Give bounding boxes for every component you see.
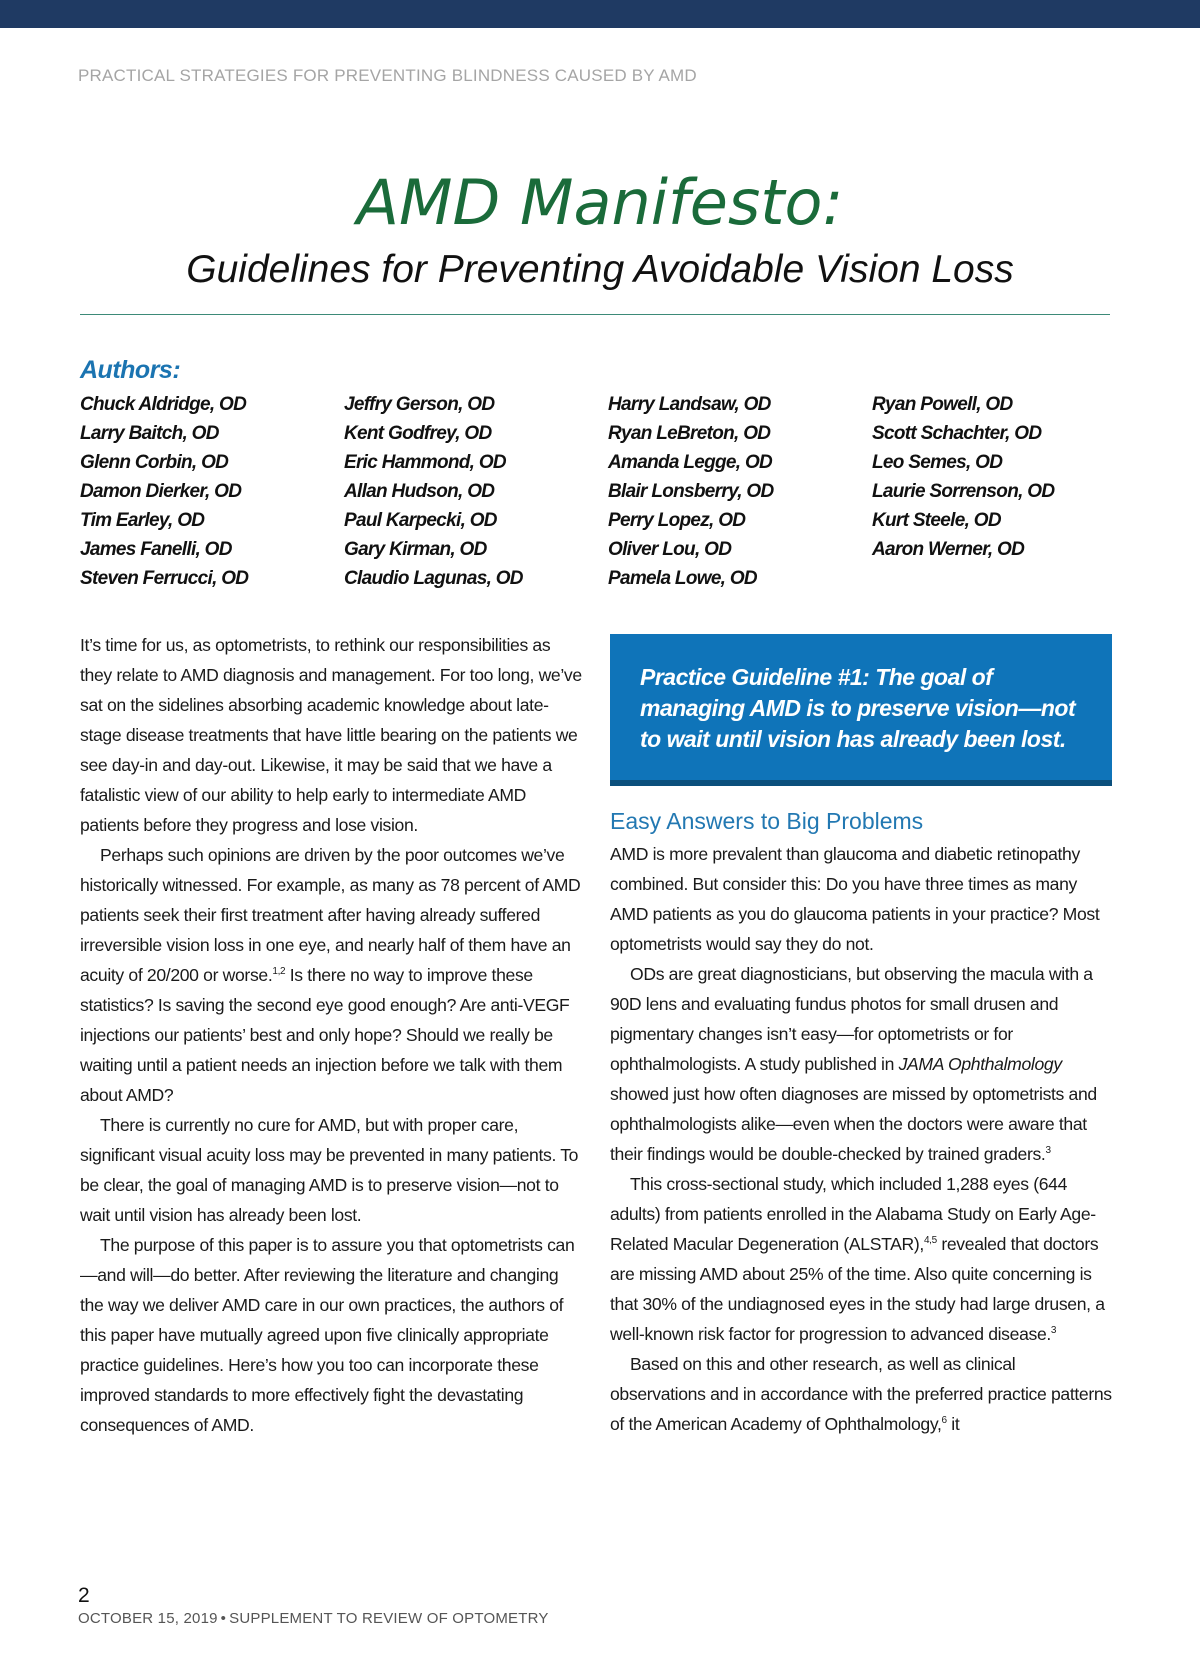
author-name: Leo Semes, OD — [872, 452, 1003, 473]
authors-column-2 — [344, 390, 523, 593]
author-name: Chuck Aldridge, OD — [80, 394, 247, 415]
citation-superscript: 4,5 — [923, 1235, 937, 1246]
footer-date: OCTOBER 15, 2019 — [78, 1610, 218, 1627]
paragraph-text: showed just how often diagnoses are missed by optometrists and ophthalmologists alike—even when the doctors were aware that their findings would be double-checked by trained graders. — [610, 1084, 1097, 1164]
article-title: AMD Manifesto: — [356, 166, 844, 239]
paragraph-text: This cross-sectional study, which included 1,288 eyes (644 adults) from patients enrolled in the Alabama Study on Early Age-Related Macular Degeneration (ALSTAR), — [610, 1174, 1096, 1254]
author-name: Damon Dierker, OD — [80, 481, 242, 502]
author-name: Glenn Corbin, OD — [80, 452, 229, 473]
body-column-right — [610, 634, 1112, 1439]
author-name: Blair Lonsberry, OD — [608, 481, 774, 502]
body-paragraph: The purpose of this paper is to assure you that optometrists can—and will—do better. After reviewing the literature and changing the way we deliver AMD care in our own practices, the authors of this paper have mutually agreed upon five clinically appropriate practice guidelines. Here’s how you too can incorporate these improved standards to more effectively fight the devastating consequences of AMD. — [80, 1235, 575, 1435]
body-paragraph — [610, 1169, 1112, 1349]
paragraph-text: ODs are great diagnosticians, but observing the macula with a 90D lens and evaluating fundus photos for small drusen and pigmentary changes isn’t easy—for optometrists or for ophthalmologists. A study published in — [610, 964, 1093, 1074]
body-paragraph: It’s time for us, as optometrists, to rethink our responsibilities as they relate to AMD diagnosis and management. For too long, we’ve sat on the sidelines absorbing academic knowledge about late-stage disease treatments that have little bearing on the patients we see day-in and day-out. Likewise, it may be said that we have a fatalistic view of our ability to help early to intermediate AMD patients before they progress and lose vision. — [80, 635, 582, 835]
body-paragraph — [610, 959, 1112, 1169]
author-name: Laurie Sorrenson, OD — [872, 481, 1055, 502]
section-heading: Easy Answers to Big Problems — [610, 808, 924, 834]
footer-publication: SUPPLEMENT TO REVIEW OF OPTOMETRY — [229, 1610, 549, 1627]
article-subtitle: Guidelines for Preventing Avoidable Vision Loss — [186, 248, 1014, 291]
author-name: Amanda Legge, OD — [608, 452, 773, 473]
citation-superscript: 3 — [1045, 1145, 1051, 1156]
title-divider — [80, 314, 1110, 315]
citation-superscript: 3 — [1050, 1325, 1057, 1336]
author-name: Claudio Lagunas, OD — [344, 568, 523, 589]
callout-line: managing AMD is to preserve vision—not — [640, 695, 1076, 721]
authors-column-3 — [608, 390, 773, 593]
author-name: Tim Earley, OD — [80, 510, 205, 531]
paragraph-text: revealed that doctors are missing AMD about 25% of the time. Also quite concerning is that 30% of the undiagnosed eyes in the study had large drusen, a well-known risk factor for progression to advanced disease. — [610, 1234, 1105, 1344]
citation-superscript: 1,2 — [272, 966, 286, 977]
body-column-left — [80, 630, 582, 1440]
authors-column-4 — [872, 390, 1054, 564]
callout-line: Practice Guideline #1: The goal of — [640, 664, 993, 690]
author-name: Aaron Werner, OD — [872, 539, 1025, 560]
author-name: Steven Ferrucci, OD — [80, 568, 249, 589]
authors-column-1 — [80, 390, 248, 593]
footer-separator: • — [220, 1610, 227, 1627]
body-paragraph — [610, 1349, 1112, 1439]
paragraph-text: it — [946, 1414, 960, 1434]
author-name: Gary Kirman, OD — [344, 539, 487, 560]
paragraph-text: Is there no way to improve these statistics? Is saving the second eye good enough? Are anti-VEGF injections our patients’ best and only hope? Should we really be waiting until a patient needs an injection before we talk with them about AMD? — [80, 965, 570, 1105]
practice-guideline-callout — [610, 634, 1112, 786]
author-name: Oliver Lou, OD — [608, 539, 732, 560]
author-name: Kent Godfrey, OD — [344, 423, 492, 444]
footer-line — [78, 1610, 549, 1627]
body-paragraph: There is currently no cure for AMD, but with proper care, significant visual acuity loss may be prevented in many patients. To be clear, the goal of managing AMD is to preserve vision—not to wait until vision has already been lost. — [80, 1115, 579, 1225]
page-number: 2 — [78, 1584, 90, 1607]
running-head: PRACTICAL STRATEGIES FOR PREVENTING BLINDNESS CAUSED BY AMD — [78, 66, 697, 85]
paragraph-text: Based on this and other research, as well as clinical observations and in accordance with the preferred practice patterns of the American Academy of Ophthalmology, — [610, 1354, 1112, 1434]
paragraph-text: Perhaps such opinions are driven by the poor outcomes we’ve historically witnessed. For example, as many as 78 percent of AMD patients seek their first treatment after having already suffered irreversible vision loss in one eye, and nearly half of them have an acuity of 20/200 or worse. — [80, 845, 581, 985]
author-name: Harry Landsaw, OD — [608, 394, 771, 415]
citation-superscript: 6 — [941, 1415, 947, 1426]
author-name: Larry Baitch, OD — [80, 423, 219, 444]
body-paragraph: AMD is more prevalent than glaucoma and diabetic retinopathy combined. But consider this: Do you have three times as many AMD patients as you do glaucoma patients in your practice? Most optometrists would say they do not. — [610, 844, 1100, 954]
author-name: Eric Hammond, OD — [344, 452, 506, 473]
body-paragraph — [80, 840, 582, 1110]
top-color-bar — [0, 0, 1200, 28]
author-name: Kurt Steele, OD — [872, 510, 1001, 531]
authors-heading: Authors: — [80, 356, 181, 384]
callout-line: to wait until vision has already been lost. — [640, 726, 1066, 752]
author-name: Allan Hudson, OD — [344, 481, 495, 502]
author-name: Ryan LeBreton, OD — [608, 423, 771, 444]
author-name: Pamela Lowe, OD — [608, 568, 757, 589]
author-name: Jeffry Gerson, OD — [344, 394, 495, 415]
author-name: Ryan Powell, OD — [872, 394, 1013, 415]
journal-name: JAMA Ophthalmology — [898, 1054, 1062, 1074]
author-name: James Fanelli, OD — [80, 539, 232, 560]
author-name: Scott Schachter, OD — [872, 423, 1042, 444]
author-name: Paul Karpecki, OD — [344, 510, 497, 531]
author-name: Perry Lopez, OD — [608, 510, 746, 531]
